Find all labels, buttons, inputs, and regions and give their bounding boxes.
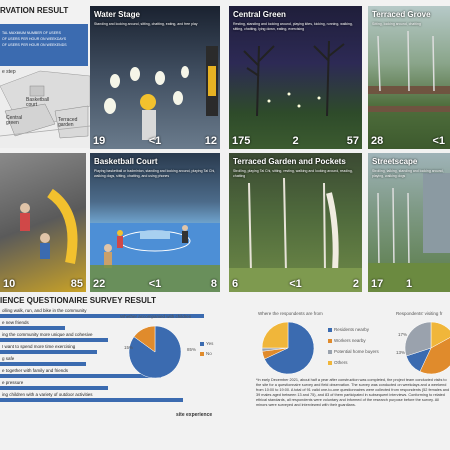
tile-title: Basketball Court <box>94 157 158 166</box>
bar-label: olling walk, run, and bike in the community <box>2 308 87 313</box>
weekend-users-count: 8 <box>210 278 217 290</box>
max-users-count: 17 <box>371 278 384 290</box>
tile-description: Resting, standing and looking around, playing kites, kicking, running, walking, sitting, chatting, lying down, eating, exercising <box>233 22 353 31</box>
pie1-legend-yes: Yes <box>200 341 213 346</box>
play-area-photo <box>0 153 86 292</box>
pie1-label-no-pct: 15% <box>124 345 134 350</box>
survey-title: IENCE QUESTIONAIRE SURVEY RESULT <box>0 296 157 305</box>
bar-chart-xlabel: site experience <box>176 412 213 418</box>
tile-description: Standing and looking around, sitting, chatting, eating, and free play <box>94 22 198 26</box>
tile-description: Playing basketball or badminton, standing and looking around, playing Tai Chi, walking dogs, sitting, chatting, and using phones <box>94 169 216 178</box>
pie1-legend-no: No <box>200 351 212 356</box>
bar <box>0 326 65 331</box>
tile-central-green <box>229 6 362 149</box>
pie2-title: Where the respondents are from <box>258 311 323 316</box>
pie2-legend-workers: Workers nearby <box>328 338 366 343</box>
bar-label: I want to spend more time exercising <box>2 344 76 349</box>
tile-streetscape <box>368 153 450 292</box>
tile-terraced-garden <box>229 153 362 292</box>
weekday-users-count: <1 <box>148 135 162 147</box>
weekday-users-count: <1 <box>148 278 162 290</box>
weekend-users-count: 2 <box>352 278 359 290</box>
pie3-label-b: 13% <box>396 350 406 355</box>
bar-label: ing the community more unique and cohesive <box>2 332 93 337</box>
tile-description: Strolling, talking, standing and looking around, playing, walking dogs <box>372 169 444 178</box>
site-map <box>0 66 90 148</box>
pie1-chart <box>125 322 185 382</box>
observation-legend <box>0 24 88 66</box>
max-users-count: 6 <box>232 278 239 290</box>
survey-bar-chart <box>0 308 220 408</box>
pie2-legend-buyers: Potential home buyers <box>328 349 379 354</box>
pie3-title: Respondents' visiting fr <box>396 311 443 316</box>
map-label-central-green: Central green <box>6 115 23 126</box>
tile-title: Terraced Garden and Pockets <box>233 157 346 166</box>
bar-label: e together with family and friends <box>2 368 69 373</box>
bar-label: e new friends <box>2 320 29 325</box>
weekday-users-count: <1 <box>432 135 445 147</box>
tile-terraced-grove <box>368 6 450 149</box>
weekday-users-count: 2 <box>292 135 299 147</box>
pie2-chart <box>260 320 316 376</box>
survey-footnote: *In early December 2021, about half a year after construction was completed, the project team conducted visits to the site for a questionnaire survey and field observation. The survey was conducted on weekdays and a weekend from 10:00 to 19:00. A total of 91 valid one-to-one questionnaires were collected from respondents (52 females and 39 males aged between 13 and 75), and 83 of them participated in subsequent interviews. Conforming to related ethical standards, all respondents were voluntary and informed of the research purpose before the survey. All minors were surveyed and interviewed with their guardians. <box>256 378 450 407</box>
map-label-terraced: Terraced garden <box>58 117 78 128</box>
bar <box>0 338 108 343</box>
pie2-legend-others: Others <box>328 360 348 365</box>
weekday-users-count: 1 <box>405 278 413 290</box>
bar <box>0 362 86 367</box>
bar-label: e pressure <box>2 380 24 385</box>
water-stage-photo <box>90 6 220 149</box>
pie3-chart <box>403 320 450 376</box>
tile-description: Strolling, playing Tai Chi, sitting, resting, walking and looking around, reading, chatting <box>233 169 353 178</box>
pie-slice <box>262 322 288 348</box>
weekend-users-count: 85 <box>70 278 83 290</box>
tile-title: Terraced Grove <box>372 10 431 19</box>
legend-line-weekday: OF USERS PER HOUR ON WEEKDAYS <box>2 37 67 41</box>
max-users-count: 22 <box>93 278 106 290</box>
bar <box>0 398 183 403</box>
weekend-users-count: 57 <box>346 135 359 147</box>
tile-water-stage <box>90 6 220 149</box>
tile-title: Central Green <box>233 10 286 19</box>
pie3-label-a: 17% <box>398 332 408 337</box>
bar-label: g safe <box>2 356 15 361</box>
legend-line-weekend: OF USERS PER HOUR ON WEEKENDS <box>2 43 67 47</box>
max-users-count: 19 <box>93 135 106 147</box>
tile-description: Sitting, looking around, chatting <box>372 22 421 26</box>
map-label-step: e step <box>2 69 16 75</box>
map-label-basketball: Basketball court <box>26 97 50 108</box>
terraced-grove-photo <box>368 6 450 149</box>
pie1-label-yes-pct: 85% <box>187 347 197 352</box>
observation-title: RVATION RESULT <box>0 6 69 15</box>
pie2-legend-residents: Residents nearby <box>328 327 369 332</box>
legend-line-max: TAL MAXIMUM NUMBER OF USERS <box>2 31 61 35</box>
bar <box>0 350 97 355</box>
bar <box>0 386 108 391</box>
tile-basketball-court <box>90 153 220 292</box>
weekend-users-count: 12 <box>204 135 217 147</box>
max-users-count: 175 <box>232 135 251 147</box>
tile-title: Streetscape <box>372 157 418 166</box>
weekday-users-count: <1 <box>289 278 302 290</box>
bar-label: ing children with a variety of outdoor activities <box>2 392 93 397</box>
max-users-count: 10 <box>3 278 16 290</box>
tile-title: Water Stage <box>94 10 140 19</box>
pie1-title: Whether accompanied with children <box>120 314 192 319</box>
max-users-count: 28 <box>371 135 384 147</box>
tile-play-area <box>0 153 86 292</box>
